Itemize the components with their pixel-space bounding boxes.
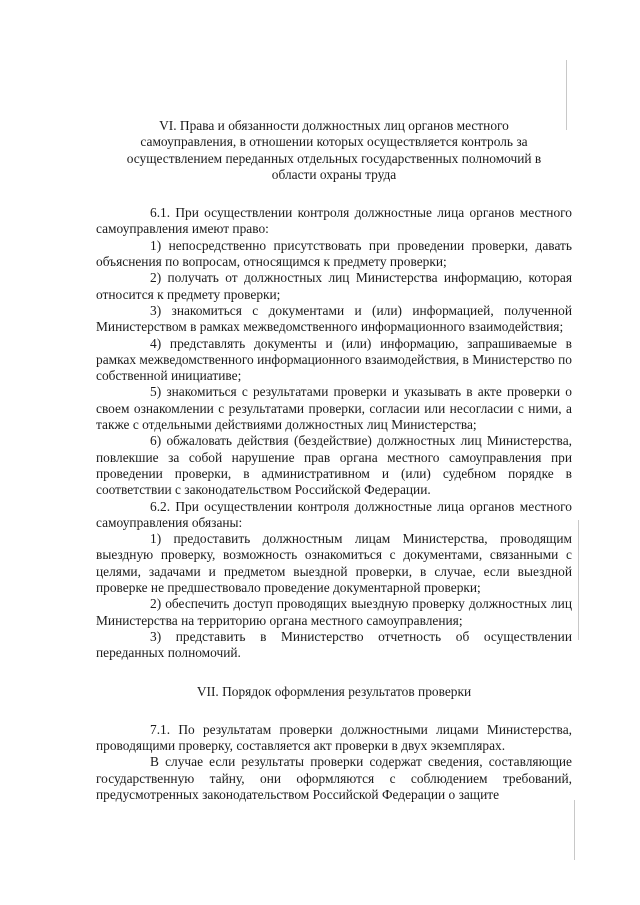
scan-edge-mark	[578, 520, 579, 640]
list-item: 6) обжаловать действия (бездействие) должностных лиц Министерства, повлекшие за собой нарушение прав органа местного самоуправления при проведении проверки, в административном и (или) судебном порядке в соответствии с законодательством Российской Федерации.	[96, 433, 572, 498]
list-item: 2) получать от должностных лиц Министерства информацию, которая относится к предмету проверки;	[96, 270, 572, 302]
paragraph-6-1: 6.1. При осуществлении контроля должностные лица органов местного самоуправления имеют право:	[96, 205, 572, 237]
scan-edge-mark	[574, 800, 575, 860]
section-6-heading	[96, 118, 572, 183]
document-body	[96, 118, 572, 803]
heading-line: самоуправления, в отношении которых осуществляется контроль за	[140, 134, 528, 150]
section-7-heading: VII. Порядок оформления результатов проверки	[196, 683, 472, 699]
list-item: 4) представлять документы и (или) информацию, запрашиваемые в рамках межведомственного информационного взаимодействия, в Министерство по собственной инициативе;	[96, 335, 572, 384]
list-item: 5) знакомиться с результатами проверки и указывать в акте проверки о своем ознакомлении с результатами проверки, согласии или несогласии с ними, а также с отдельными действиями должностных лиц Министерства;	[96, 384, 572, 433]
heading-line: осуществлением переданных отдельных государственных полномочий в	[126, 150, 542, 166]
list-item: 1) непосредственно присутствовать при проведении проверки, давать объяснения по вопросам, относящимся к предмету проверки;	[96, 237, 572, 270]
heading-line: VI. Права и обязанности должностных лиц органов местного	[159, 118, 509, 133]
list-item: 1) предоставить должностным лицам Министерства, проводящим выездную проверку, возможность ознакомиться с документами, связанными с целями, задачами и предметом выездной проверки, в случае, если выездной проверке не предшествовало проведение документарной проверки;	[96, 531, 572, 596]
heading-line: области охраны труда	[271, 166, 397, 182]
list-item: 2) обеспечить доступ проводящих выездную проверку должностных лиц Министерства на территорию органа местного самоуправления;	[96, 596, 572, 628]
paragraph-6-2: 6.2. При осуществлении контроля должностные лица органов местного самоуправления обязаны:	[96, 498, 572, 530]
list-item: 3) представить в Министерство отчетность об осуществлении переданных полномочий.	[96, 628, 572, 661]
list-item: 3) знакомиться с документами и (или) информацией, полученной Министерством в рамках межведомственного информационного взаимодействия;	[96, 302, 572, 335]
paragraph-7-1-continued: В случае если результаты проверки содержат сведения, составляющие государственную тайну, они оформляются с соблюдением требований, предусмотренных законодательством Российской Федерации о защите	[96, 754, 572, 802]
paragraph-7-1: 7.1. По результатам проверки должностными лицами Министерства, проводящими проверку, составляется акт проверки в двух экземплярах.	[96, 721, 572, 754]
